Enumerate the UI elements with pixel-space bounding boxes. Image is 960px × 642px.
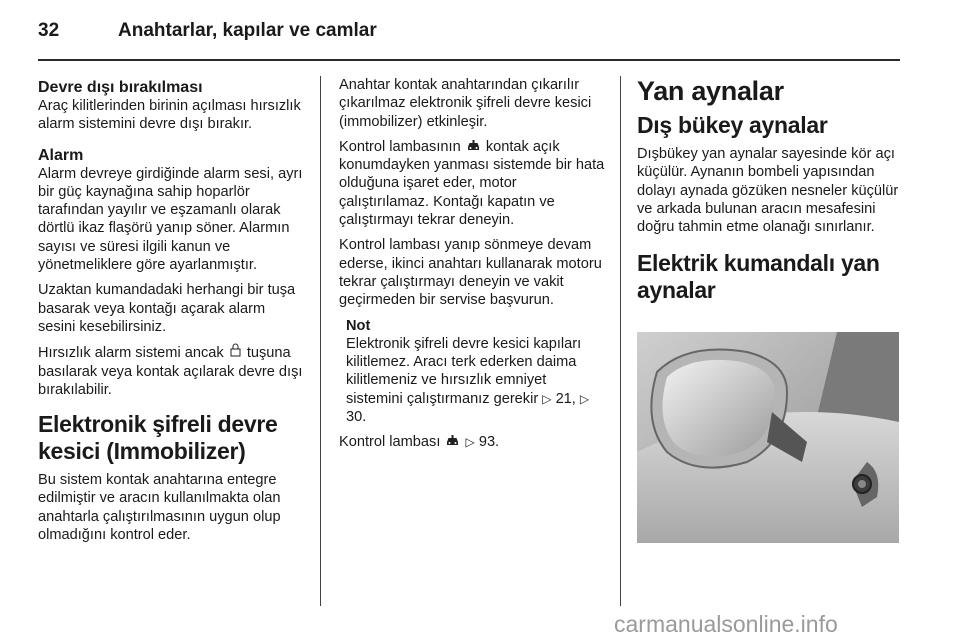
side-mirrors-title: Yan aynalar xyxy=(637,76,784,106)
column-right xyxy=(637,76,905,310)
column-middle xyxy=(339,76,605,459)
chapter-title: Anahtarlar, kapılar ve camlar xyxy=(118,20,377,41)
convex-mirrors-text: Dışbükey yan aynalar sayesinde kör açı küçülür. Aynanın bombeli yapısından dolayı aynada gözüken nesneler küçülür ve arkada bulunan aracın mesafesini doğru tahmin etme olanağı sınırlanır. xyxy=(637,146,899,236)
lock-text-end: tuşuna basılarak veya kontak açılarak devre dışı bırakılabilir. xyxy=(38,345,303,398)
alarm-text: Alarm devreye girdiğinde alarm sesi, ayrı bir güç kaynağına sahip hoparlör tarafından yayılır ve eşzamanlı olarak dörtlü ikaz flaşörü yanıp söner. Alarmın sayısı ve süresi ilgili kanun ve yönetmeliklere göre ayarlanmıştır. xyxy=(38,165,303,274)
lamp-ref-label: Kontrol lambası xyxy=(339,434,441,451)
control-lamp-text-start: Kontrol lambasının xyxy=(339,138,461,155)
convex-mirrors-heading: Dış bükey aynalar xyxy=(637,112,828,138)
alarm-heading: Alarm xyxy=(38,146,84,164)
column-divider xyxy=(620,76,621,606)
triangle-ref-icon: ▷ xyxy=(579,391,590,406)
remote-text: Uzaktan kumandadaki herhangi bir tuşa basarak veya kontağı açarak alarm sesini kesebilirsiniz. xyxy=(38,282,296,335)
electric-mirrors-heading: Elektrik kumandalı yan aynalar xyxy=(637,250,880,304)
deactivate-heading: Devre dışı bırakılması xyxy=(38,79,203,96)
note-box xyxy=(346,317,605,427)
immobilizer-text: Bu sistem kontak anahtarına entegre edilmiştir ve aracın kullanılmakta olan anahtarla çalıştırılmasının uygun olup olmadığını kontrol eder. xyxy=(38,472,281,544)
side-mirror-photo xyxy=(637,332,899,543)
column-left xyxy=(38,76,306,551)
second-key-text: Kontrol lambası yanıp sönmeye devam ederse, ikinci anahtarı kullanarak motoru tekrar çalıştırmayı deneyin ve vakit geçirmeden bir servise başvurun. xyxy=(339,237,602,309)
triangle-ref-icon: ▷ xyxy=(542,391,552,406)
deactivate-text: Araç kilitlerinden birinin açılması hırsızlık alarm sistemini devre dışı bırakır. xyxy=(38,98,301,133)
watermark: carmanualsonline.info xyxy=(614,611,838,637)
car-key-icon xyxy=(467,138,480,156)
control-lamp-text xyxy=(339,138,605,229)
immobilizer-activation-text: Anahtar kontak anahtarından çıkarılır çıkarılmaz elektronik şifreli devre kesici (immobilizer) etkinleşir. xyxy=(339,77,592,130)
note-ref-link-1[interactable]: 21, xyxy=(555,390,576,407)
column-divider xyxy=(320,76,321,606)
note-ref-link-2[interactable]: 30. xyxy=(346,409,367,426)
lock-icon xyxy=(230,343,241,362)
note-text xyxy=(346,335,605,426)
note-title: Not xyxy=(346,317,371,334)
lamp-ref-text xyxy=(339,433,605,451)
lamp-ref-link[interactable]: 93. xyxy=(478,434,500,451)
page-header xyxy=(38,14,900,50)
note-text-start: Elektronik şifreli devre kesici kapıları kilitlemez. Aracı terk ederken daima kilitlemeniz ve hırsızlık emniyet sistemini çalıştırmanız gerekir xyxy=(346,335,582,407)
control-lamp-text-end: kontak açık konumdayken yanması sistemde bir hata olduğuna işaret eder, motor çalıştırılamaz. Kontağı kapatın ve çalıştırmayı tekrar deneyin. xyxy=(339,138,605,229)
lock-text-start: Hırsızlık alarm sistemi ancak xyxy=(38,345,224,362)
header-rule xyxy=(38,59,900,61)
page-number: 32 xyxy=(38,20,60,41)
triangle-ref-icon: ▷ xyxy=(465,435,475,450)
immobilizer-heading: Elektronik şifreli devre kesici (Immobilizer) xyxy=(38,411,278,465)
lock-button-text xyxy=(38,343,306,399)
car-key-icon xyxy=(446,433,459,451)
